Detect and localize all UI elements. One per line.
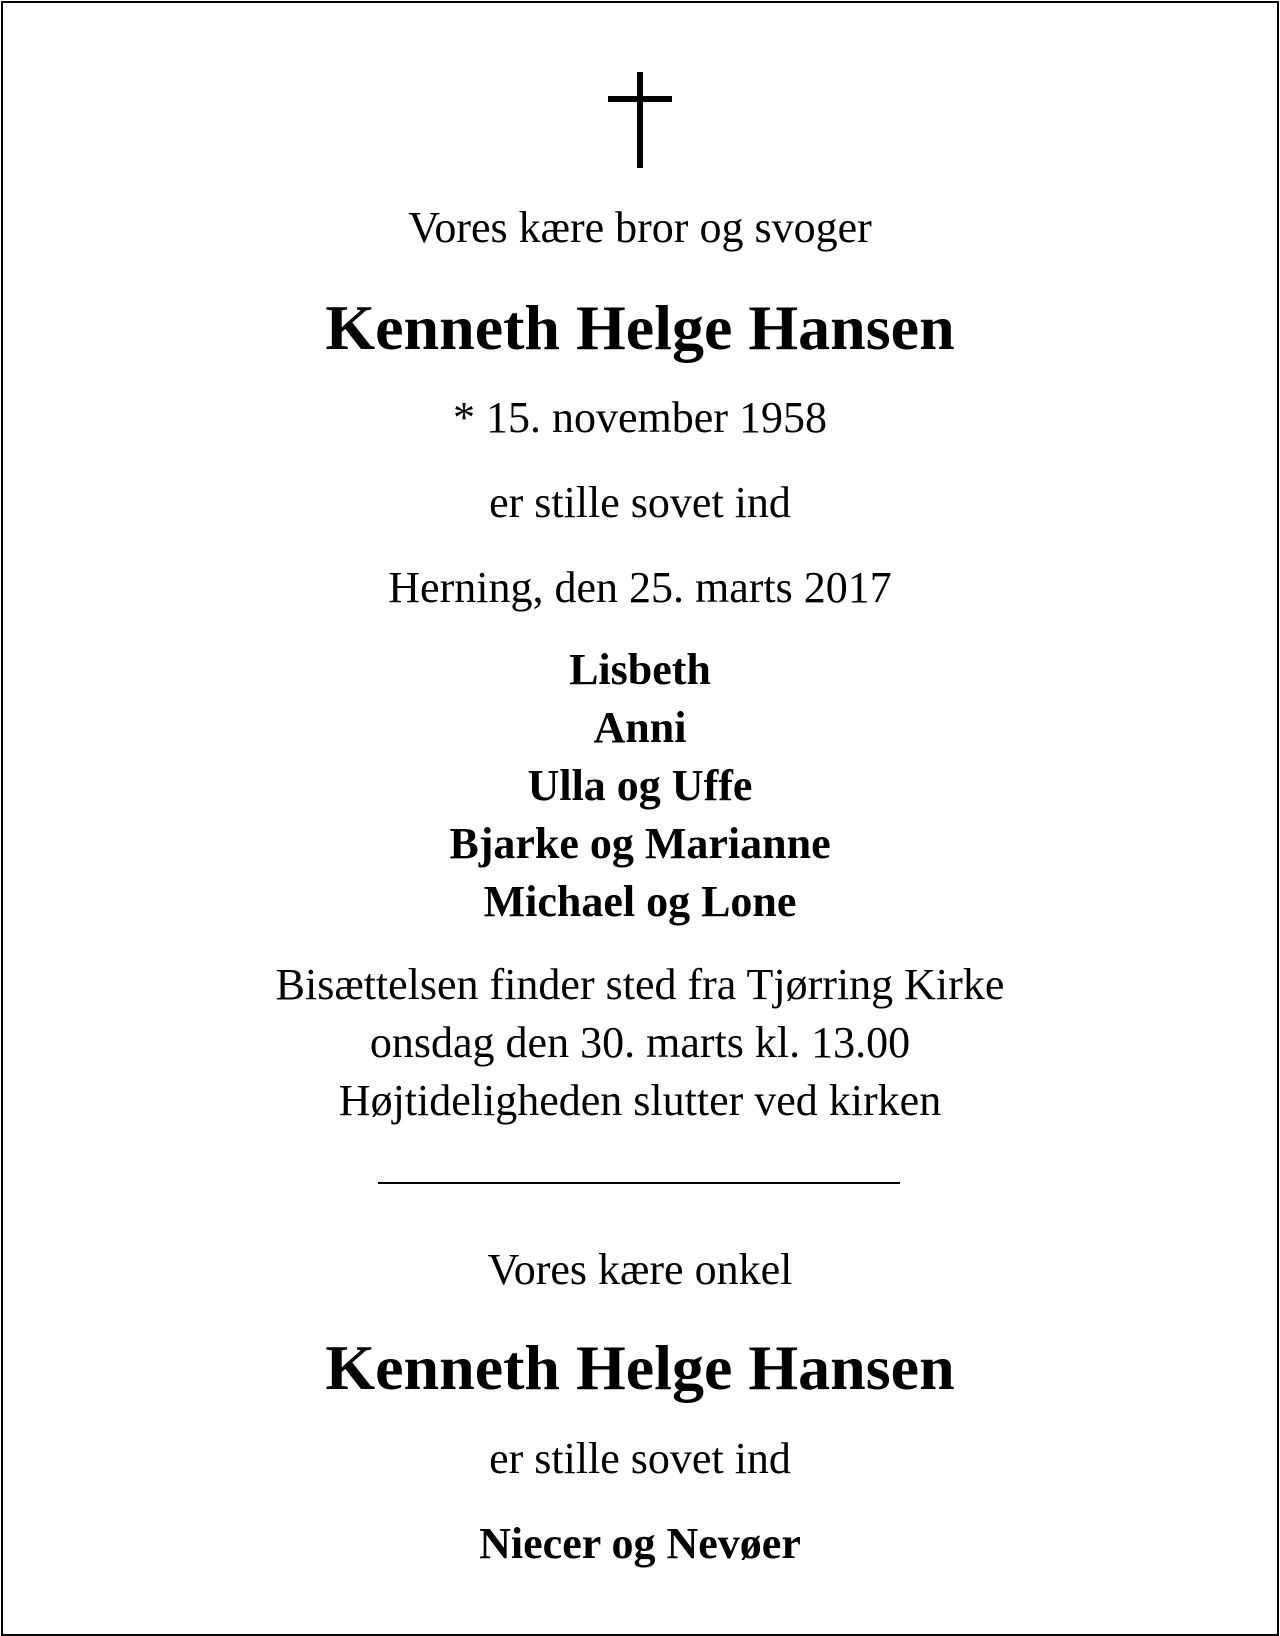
cross-icon bbox=[608, 72, 672, 168]
deceased-name: Kenneth Helge Hansen bbox=[325, 1332, 955, 1403]
deceased-name: Kenneth Helge Hansen bbox=[325, 292, 955, 363]
mourner-name: Ulla og Uffe bbox=[527, 761, 753, 810]
service-line: Højtideligheden slutter ved kirken bbox=[338, 1076, 942, 1125]
passed-text: er stille sovet ind bbox=[489, 478, 791, 527]
passed-text: er stille sovet ind bbox=[489, 1434, 791, 1483]
intro-text: Vores kære bror og svoger bbox=[408, 203, 872, 252]
signed-by: Niecer og Nevøer bbox=[479, 1519, 801, 1568]
intro-text: Vores kære onkel bbox=[487, 1245, 793, 1294]
mourner-name: Bjarke og Marianne bbox=[449, 819, 831, 868]
service-line: Bisættelsen finder sted fra Tjørring Kirke bbox=[275, 960, 1005, 1009]
birth-date: * 15. november 1958 bbox=[453, 393, 827, 442]
mourner-name: Lisbeth bbox=[569, 645, 711, 694]
section-divider bbox=[378, 1182, 900, 1184]
mourner-name: Michael og Lone bbox=[483, 877, 797, 926]
service-line: onsdag den 30. marts kl. 13.00 bbox=[369, 1018, 911, 1067]
mourner-name: Anni bbox=[593, 703, 687, 752]
place-date: Herning, den 25. marts 2017 bbox=[388, 563, 892, 612]
